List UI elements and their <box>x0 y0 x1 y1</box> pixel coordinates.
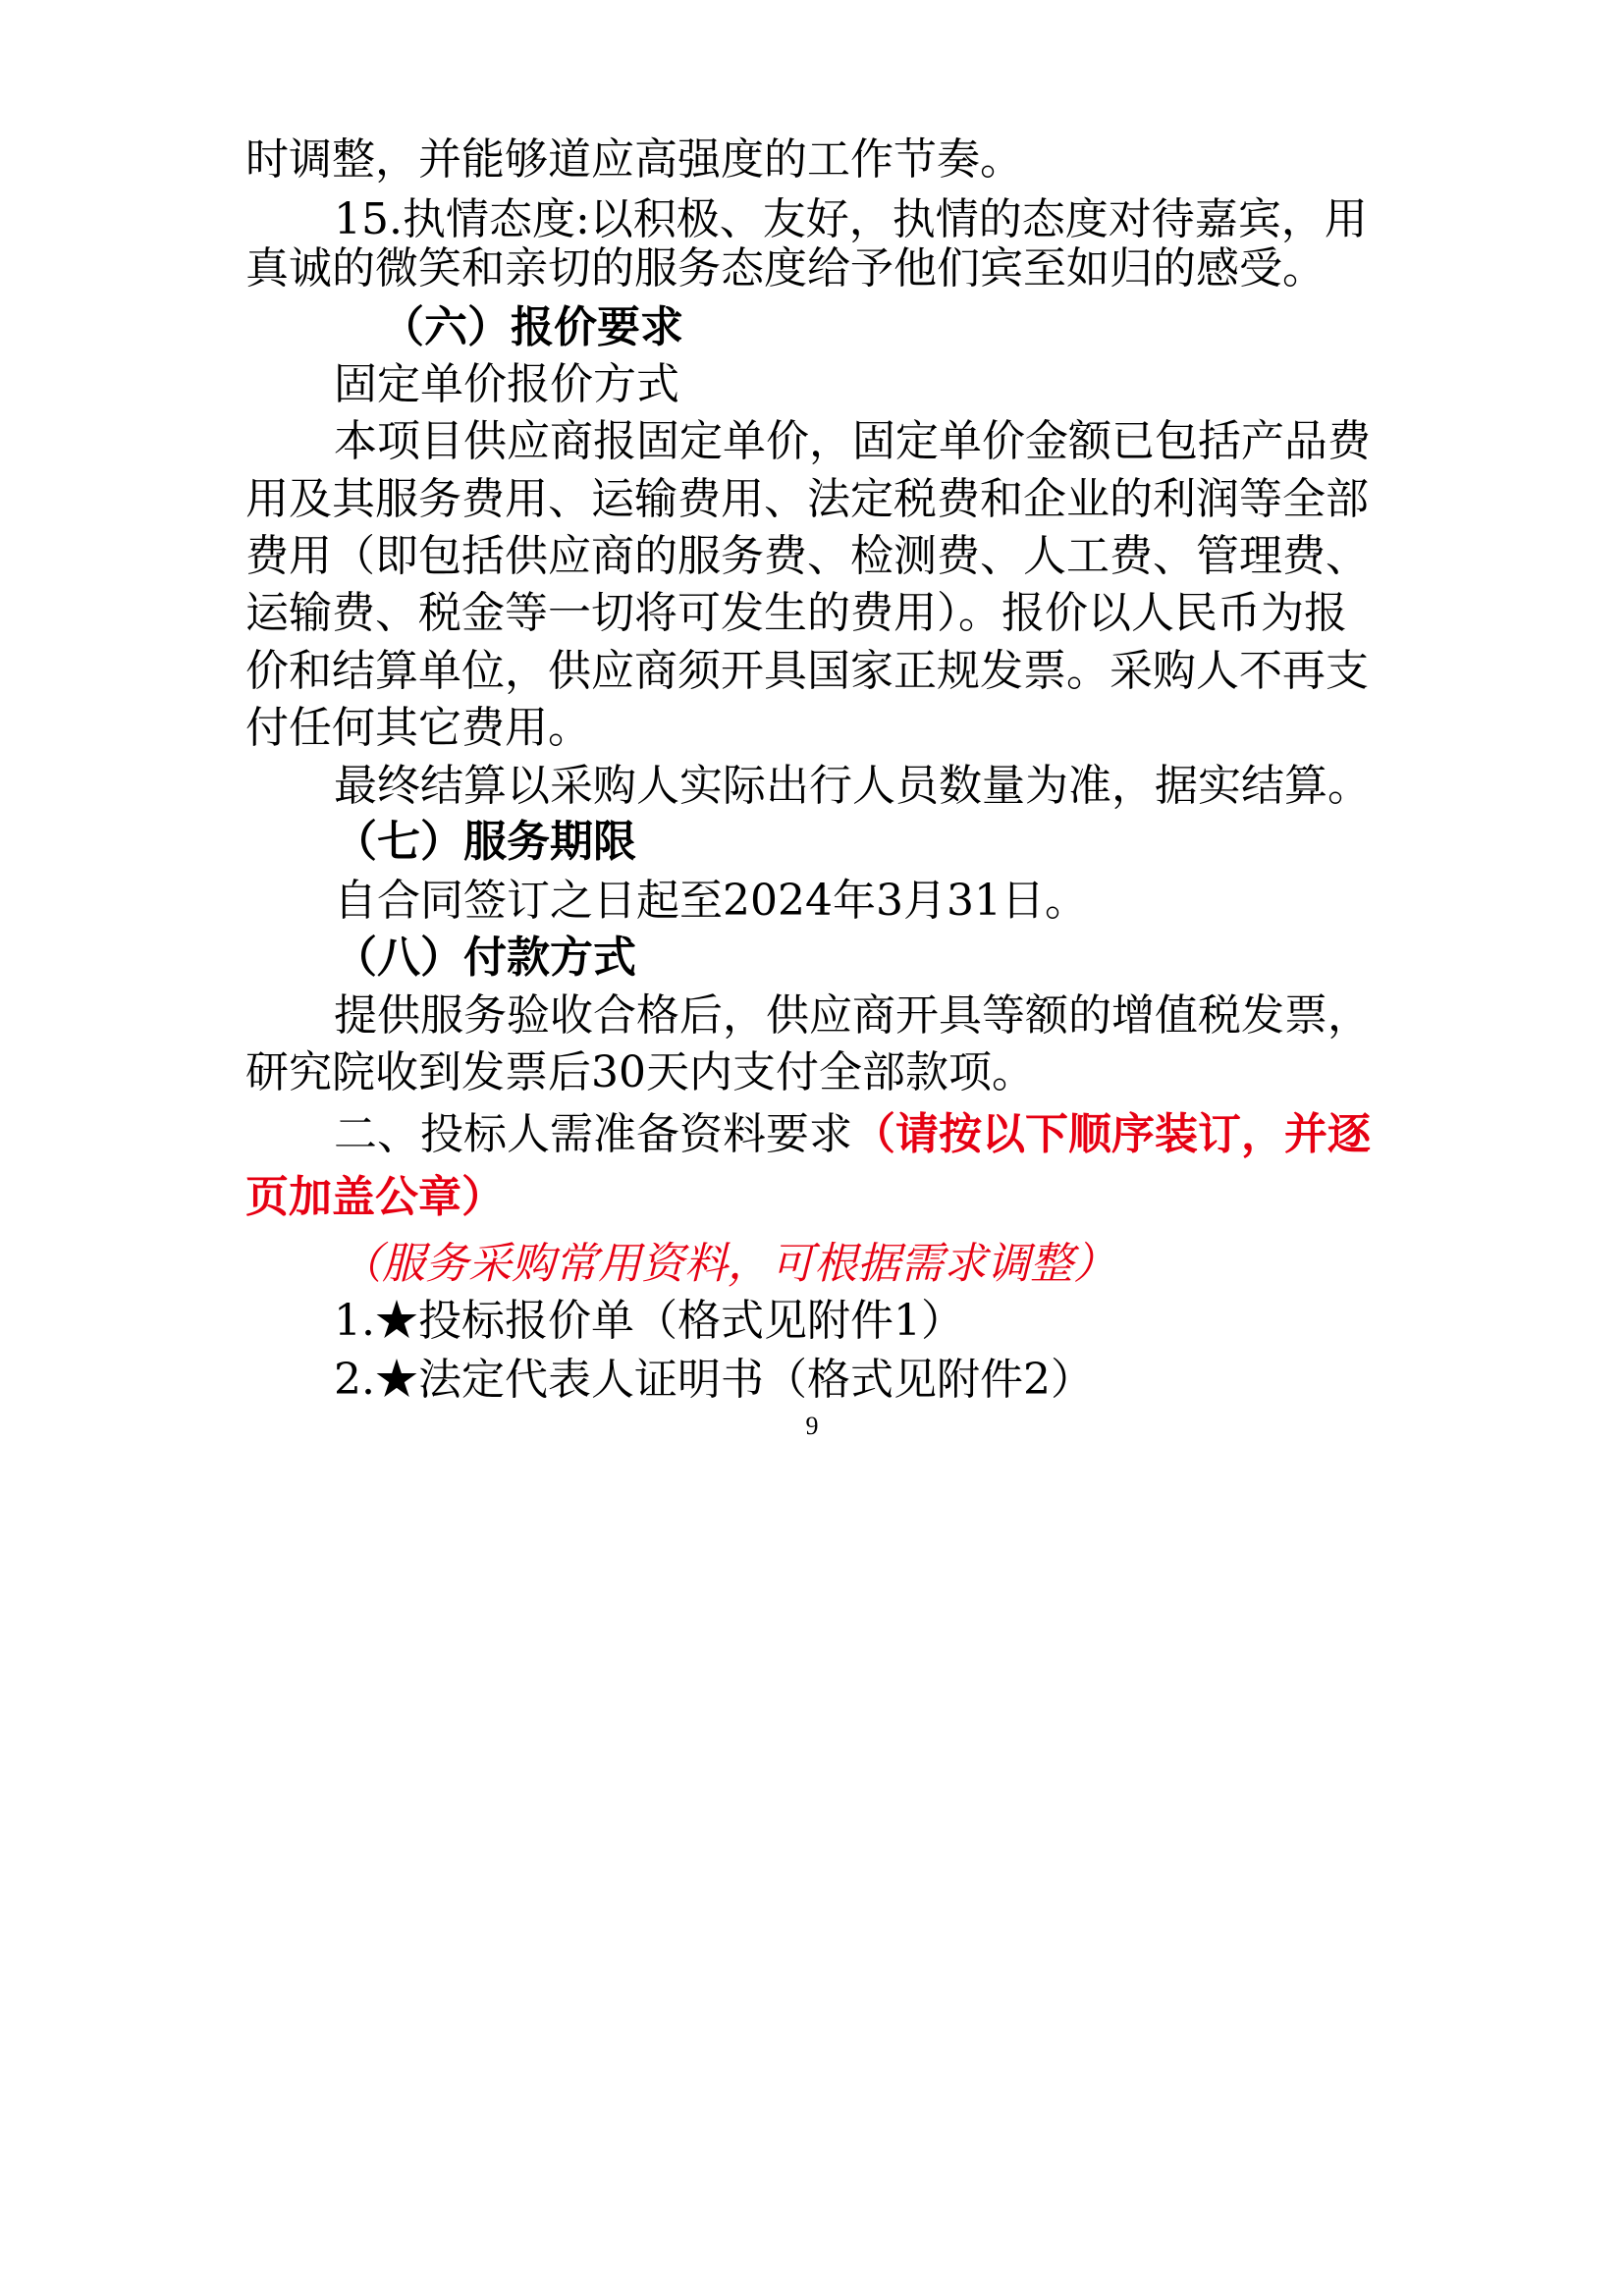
section-heading: （六）报价要求 <box>381 302 683 352</box>
paragraph-line: 固定单价报价方式 <box>334 359 679 409</box>
chapter-heading <box>334 1105 1371 1164</box>
paragraph-line: 时调整，并能够道应高强度的工作节奏。 <box>245 134 1023 185</box>
paragraph-line: 付任何其它费用。 <box>245 703 591 753</box>
page-number: 9 <box>805 1412 819 1440</box>
paragraph-line: 15.执情态度:以积极、友好，执情的态度对待嘉宾，用 <box>334 194 1368 244</box>
chapter-heading-text: 二、投标人需准备资料要求 <box>334 1109 852 1159</box>
binding-instruction: （请按以下顺序装订，并逐 <box>852 1109 1371 1159</box>
list-item: 1.★投标报价单（格式见附件1） <box>334 1296 964 1346</box>
paragraph-line: 用及其服务费用、运输费用、法定税费和企业的利润等全部 <box>245 474 1369 524</box>
paragraph-line: 自合同签订之日起至2024年3月31日。 <box>334 876 1088 926</box>
paragraph-line: 本项目供应商报固定单价，固定单价金额已包括产品费 <box>334 416 1371 466</box>
section-heading: （八）付款方式 <box>334 933 636 983</box>
paragraph-line: 研究院收到发票后30天内支付全部款项。 <box>245 1047 1035 1097</box>
paragraph-line: 运输费、税金等一切将可发生的费用）。报价以人民币为报 <box>245 588 1347 638</box>
paragraph-line: 提供服务验收合格后，供应商开具等额的增值税发票， <box>334 990 1371 1041</box>
paragraph-line: 最终结算以采购人实际出行人员数量为准，据实结算。 <box>334 761 1371 811</box>
list-item: 2.★法定代表人证明书（格式见附件2） <box>334 1355 1094 1405</box>
section-heading: （七）服务期限 <box>334 817 636 867</box>
paragraph-line: 价和结算单位，供应商须开具国家正规发票。采购人不再支 <box>245 646 1369 696</box>
note-line: （服务采购常用资料，可根据需求调整） <box>339 1239 1116 1289</box>
binding-instruction-continued: 页加盖公章） <box>245 1172 505 1222</box>
paragraph-line: 费用（即包括供应商的服务费、检测费、人工费、管理费、 <box>245 531 1369 581</box>
paragraph-line: 真诚的微笑和亲切的服务态度给予他们宾至如归的感受。 <box>245 243 1326 294</box>
